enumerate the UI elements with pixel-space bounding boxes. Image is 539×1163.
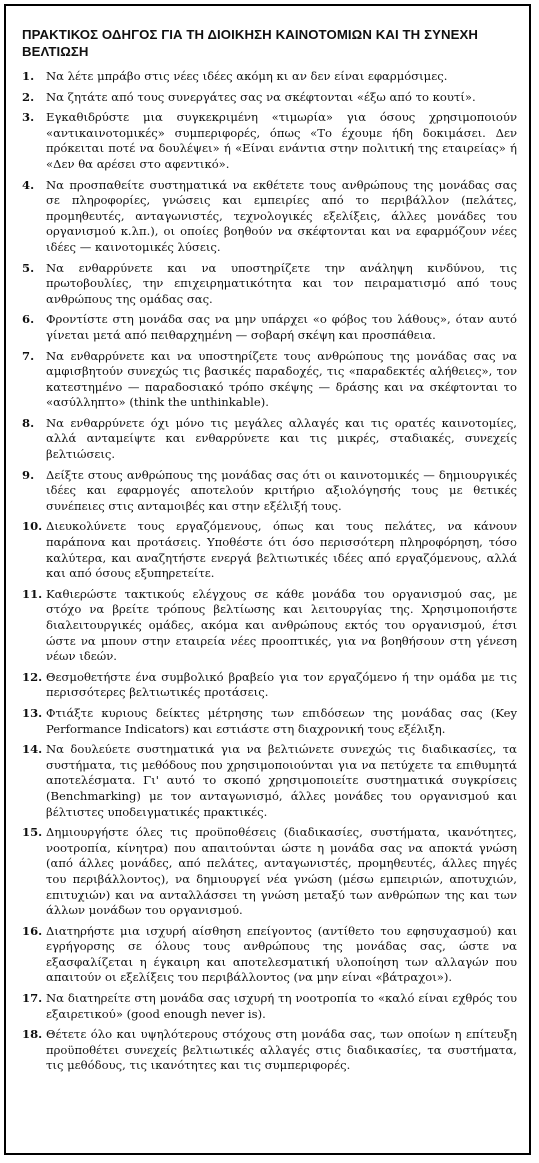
item-text: Θέτετε όλο και υψηλότερους στόχους στη μονάδα σας, των οποίων η επίτευξη προϋποθέτει συνεχείς βελτιωτικές αλλαγές στις διαδικασίες, τα συστήματα, τις μεθόδους, τις ικανότητες και τις συμπεριφορές. xyxy=(46,1027,517,1073)
item-text: Να ενθαρρύνετε και να υποστηρίζετε την ανάληψη κινδύνου, τις πρωτοβουλίες, την επιχειρηματικότητα και τον πειραματισμό από τους ανθρώπους της ομάδας σας. xyxy=(46,260,517,306)
item-text: Διευκολύνετε τους εργαζόμενους, όπως και τους πελάτες, να κάνουν παράπονα και προτάσεις. Υποθέστε ότι όσο περισσότερη πληροφόρηση, τόσο καλύτερα, και αναζητήστε ενεργά βελτιωτικές ιδέες από εργαζόμενους, αλλά και από όσους εξυπηρετείτε. xyxy=(46,519,517,581)
item-text: Να διατηρείτε στη μονάδα σας ισχυρή τη νοοτροπία το «καλό είναι εχθρός του εξαιρετικού» (good enough never is). xyxy=(46,991,517,1021)
list-item xyxy=(22,110,517,172)
item-number: 17. xyxy=(22,991,43,1006)
item-number: 5. xyxy=(22,260,35,275)
list-item xyxy=(22,1027,517,1074)
guide-list xyxy=(22,69,517,1074)
item-text: Φτιάξτε κυριους δείκτες μέτρησης των επιδόσεων της μονάδας σας (Key Performance Indicators) και εστιάστε στη διαχρονική τους εξέλιξη. xyxy=(46,705,517,736)
item-number: 18. xyxy=(22,1027,43,1042)
list-item xyxy=(22,825,517,919)
item-text: Να ζητάτε από τους συνεργάτες σας να σκέφτονται «έξω από το κουτί». xyxy=(46,89,476,104)
item-number: 6. xyxy=(22,312,35,327)
list-item xyxy=(22,924,517,986)
item-text: Να προσπαθείτε συστηματικά να εκθέτετε τους ανθρώπους της μονάδας σας σε πληροφορίες, γνώσεις και εμπειρίες από το περιβάλλον (πελάτες, προμηθευτές, ανταγωνιστές, τεχνολογικές εξελίξεις, άλλες μονάδες του οργανισμού κ.λπ.), οι οποίες βοηθούν να σκέφτονται και να εφαρμόζουν νέες ιδέες — καινοτομικές λύσεις. xyxy=(46,177,517,254)
list-item xyxy=(22,742,517,820)
item-number: 8. xyxy=(22,415,35,430)
list-item xyxy=(22,991,517,1022)
list-item xyxy=(22,416,517,463)
list-item xyxy=(22,706,517,737)
item-text: Να λέτε μπράβο στις νέες ιδέες ακόμη κι αν δεν είναι εφαρμόσιμες. xyxy=(46,69,448,83)
item-text: Δημιουργήστε όλες τις προϋποθέσεις (διαδικασίες, συστήματα, ικανότητες, νοοτροπία, κίνητρα) που απαιτούνται ώστε η μονάδα σας να αποκτά γνώση (από άλλες μονάδες, από πελάτες, ανταγωνιστές, προμηθευτές, άλλες πηγές του περιβάλλοντος), να δημιουργεί νέα γνώση (μέσω εμπειριών, αποτυχιών, επιτυχιών) και να ανταλλάσσει τη γνώση μεταξύ των ανθρώπων της και των άλλων μονάδων του οργανισμού. xyxy=(46,825,517,918)
list-item xyxy=(22,90,517,106)
item-number: 7. xyxy=(22,348,35,363)
item-text: Εγκαθιδρύστε μια συγκεκριμένη «τιμωρία» για όσους χρησιμοποιούν «αντικαινοτομικές» συμπεριφορές, όπως «Το έχουμε ήδη δοκιμάσει. Δεν πρόκειται ποτέ να δουλέψει» ή «Είναι ενάντια στην πολιτική της εταιρείας» ή «Δεν θα αρέσει στο αφεντικό». xyxy=(46,110,517,171)
document-title: ΠΡΑΚΤΙΚΟΣ ΟΔΗΓΟΣ ΓΙΑ ΤΗ ΔΙΟΙΚΗΣΗ ΚΑΙΝΟΤΟΜΙΩΝ ΚΑΙ ΤΗ ΣΥΝΕΧΗ ΒΕΛΤΙΩΣΗ xyxy=(22,27,479,59)
item-number: 16. xyxy=(22,923,43,938)
item-number: 2. xyxy=(22,89,35,104)
list-item xyxy=(22,178,517,256)
list-item xyxy=(22,519,517,581)
item-number: 11. xyxy=(22,586,43,601)
list-item xyxy=(22,468,517,515)
item-number: 3. xyxy=(22,110,35,125)
item-number: 10. xyxy=(22,519,43,534)
item-number: 1. xyxy=(22,69,35,83)
list-item xyxy=(22,349,517,411)
item-text: Να ενθαρρύνετε όχι μόνο τις μεγάλες αλλαγές και τις ορατές καινοτομίες, αλλά ανταμείψτε και ενθαρρύνετε και τις μικρές, σταδιακές, συνεχείς βελτιώσεις. xyxy=(46,415,517,462)
item-number: 4. xyxy=(22,177,35,192)
item-text: Θεσμοθετήστε ένα συμβολικό βραβείο για τον εργαζόμενο ή την ομάδα με τις περισσότερες βελτιωτικές προτάσεις. xyxy=(46,669,517,700)
list-item xyxy=(22,312,517,343)
document-frame xyxy=(4,4,531,1155)
item-number: 12. xyxy=(22,669,43,684)
list-item xyxy=(22,261,517,308)
item-text: Καθιερώστε τακτικούς ελέγχους σε κάθε μονάδα του οργανισμού σας, με στόχο να βρείτε τρόπους βελτίωσης και λειτουργίας της. Χρησιμοποιήστε διαλειτουργικές ομάδες, ακόμα και ανθρώπους εκτός του οργανισμού, έτσι ώστε να μπουν στην εταιρεία νέες προοπτικές, για να βοηθήσουν στη γένεση νέων ιδεών. xyxy=(46,586,517,664)
item-text: Να δουλεύετε συστηματικά για να βελτιώνετε συνεχώς τις διαδικασίες, τα συστήματα, τις μεθόδους που χρησιμοποιούνται για να πετύχετε τα επιθυμητά αποτελέσματα. Γι' αυτό το σκοπό χρησιμοποιείτε συστηματικά συγκρίσεις (Benchmarking) με τον ανταγωνισμό, άλλες μονάδες του οργανισμού και βέλτιστες υποδειγματικές πρακτικές. xyxy=(46,742,517,819)
list-item xyxy=(22,587,517,665)
list-item xyxy=(22,670,517,701)
item-number: 13. xyxy=(22,705,43,720)
item-number: 15. xyxy=(22,825,43,840)
item-text: Φροντίστε στη μονάδα σας να μην υπάρχει «ο φόβος του λάθους», όταν αυτό γίνεται μετά από πειθαρχημένη — σοβαρή σκέψη και προσπάθεια. xyxy=(46,312,517,342)
item-number: 14. xyxy=(22,742,43,757)
item-text: Δείξτε στους ανθρώπους της μονάδας σας ότι οι καινοτομικές — δημιουργικές ιδέες και εφαρμογές αποτελούν κριτήριο αξιολόγησής τους με θετικές συνέπειες στις ανταμοιβές και στην εξέλιξή τους. xyxy=(46,467,517,513)
list-item xyxy=(22,69,517,85)
item-text: Να ενθαρρύνετε και να υποστηρίζετε τους ανθρώπους της μονάδας σας να αμφισβητούν συνεχώς τις βασικές παραδοχές, τις «παραδεκτές αλήθειες», τον κατεστημένο — παραδοσιακό τρόπο σκέψης — δράσης και να σκέφτονται το «ασύλληπτο» (think the unthinkable). xyxy=(46,348,517,410)
item-number: 9. xyxy=(22,467,35,482)
item-text: Διατηρήστε μια ισχυρή αίσθηση επείγοντος (αντίθετο του εφησυχασμού) και εγρήγορσης σε όλους τους ανθρώπους της μονάδας σας, ώστε να εξασφαλίζεται η έγκαιρη και αποτελεσματική υλοποίηση των αλλαγών που απαιτούν οι εξελίξεις του περιβάλλοντος (να μην είναι «βάτραχοι»). xyxy=(46,923,517,985)
